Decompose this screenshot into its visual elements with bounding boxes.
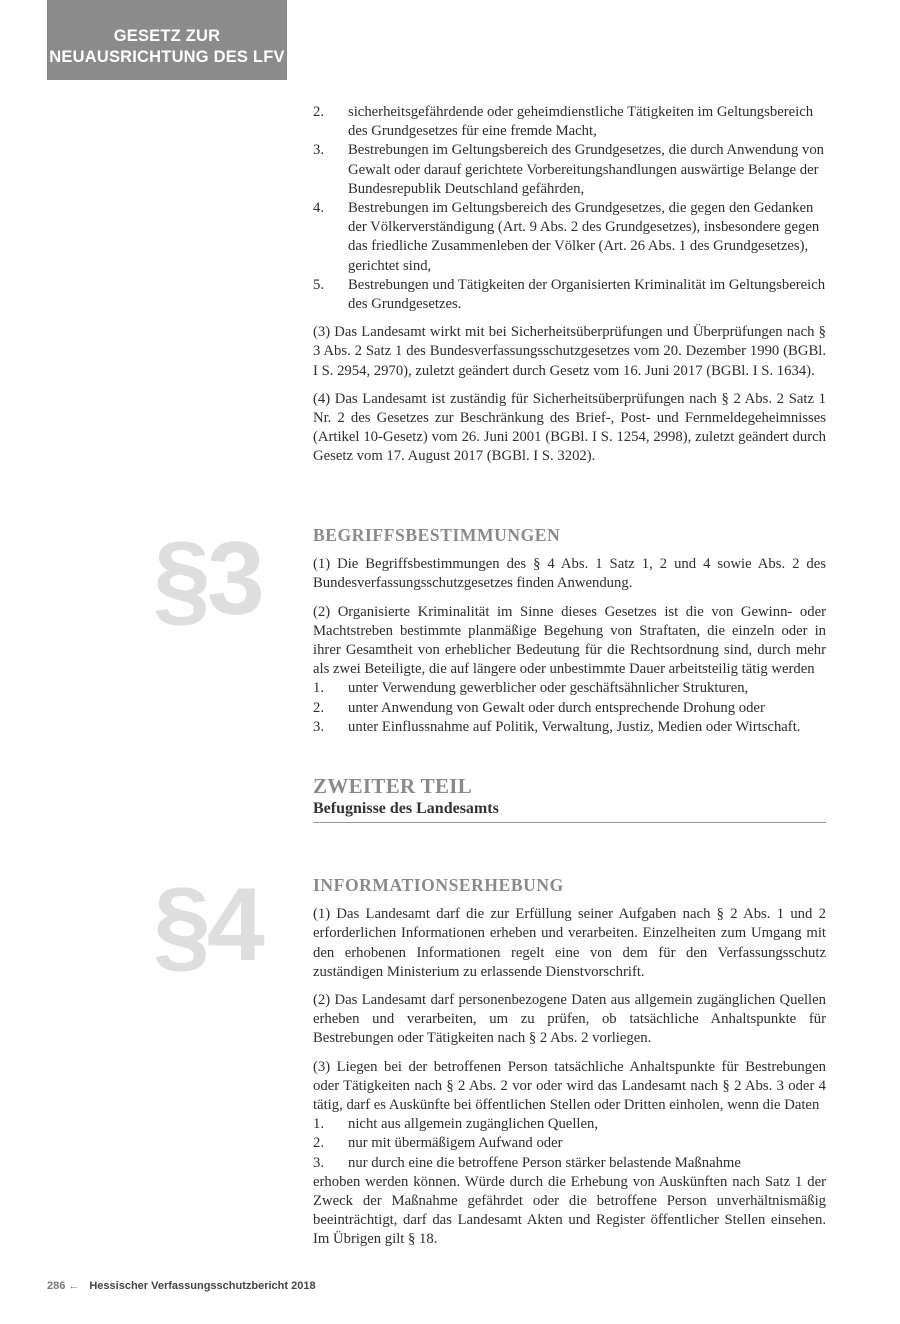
list-item bbox=[313, 103, 826, 141]
section-3 bbox=[313, 526, 826, 746]
list-item bbox=[313, 199, 826, 276]
section-4-list bbox=[313, 1115, 826, 1173]
section-4-mark: §4 bbox=[153, 867, 261, 983]
list-text: Bestrebungen im Geltungsbereich des Grundgesetzes, die gegen den Gedanken der Völkerverständigung (Art. 9 Abs. 2 des Grundgesetzes), insbesondere gegen das friedliche Zusammenleben der Völker (Art. 26 Abs. 1 des Grundgesetzes), gerichtet sind, bbox=[348, 200, 820, 274]
section-3-mark: §3 bbox=[153, 521, 261, 637]
list-text: nur mit übermäßigem Aufwand oder bbox=[348, 1135, 563, 1152]
list-item bbox=[313, 1115, 826, 1134]
section-4-heading: INFORMATIONSERHEBUNG bbox=[313, 875, 564, 895]
list-item bbox=[313, 699, 826, 718]
list-item bbox=[313, 679, 826, 698]
list-item bbox=[313, 1154, 826, 1173]
list-item bbox=[313, 718, 826, 737]
list-text: nicht aus allgemein zugänglichen Quellen, bbox=[348, 1116, 599, 1133]
list-number: 2. bbox=[313, 1135, 325, 1152]
list-number: 5. bbox=[313, 276, 325, 293]
section-4-paragraph-2: (2) Das Landesamt darf personenbezogene Daten aus allgemein zugänglichen Quellen erheben und verarbeiten, um zu prüfen, ob tatsächliche Anhaltspunkte für Bestrebungen oder Tätigkeiten nach § 2 Abs. 2 vorliegen. bbox=[313, 992, 826, 1047]
page-number: 286 bbox=[47, 1280, 66, 1292]
list-number: 2. bbox=[313, 104, 325, 120]
chapter-tab bbox=[47, 0, 287, 80]
list-number: 3. bbox=[313, 1154, 325, 1171]
page-footer bbox=[47, 1280, 316, 1292]
list-item bbox=[313, 276, 826, 314]
section-3-paragraph-2: (2) Organisierte Kriminalität im Sinne dieses Gesetzes ist die von Gewinn- oder Machtstreben bestimmte planmäßige Begehung von Straftaten, die einzeln oder in ihrer Gesamtheit von erheblicher Bedeutung für die Rechtsordnung sind, durch mehr als zwei Beteiligte, die auf längere oder unbestimmte Dauer arbeitsteilig tätig werden bbox=[313, 603, 826, 678]
list-number: 3. bbox=[313, 142, 325, 159]
list-text: nur durch eine die betroffene Person stärker belastende Maßnahme bbox=[348, 1154, 741, 1171]
list-number: 3. bbox=[313, 718, 325, 735]
section-3-heading: BEGRIFFSBESTIMMUNGEN bbox=[313, 525, 561, 545]
list-number: 1. bbox=[313, 680, 325, 697]
chapter-tab-line1: GESETZ ZUR bbox=[113, 27, 221, 45]
list-number: 1. bbox=[313, 1116, 325, 1133]
list-text: unter Einflussnahme auf Politik, Verwaltung, Justiz, Medien oder Wirtschaft. bbox=[348, 718, 801, 735]
section-4-paragraph-3: (3) Liegen bei der betroffenen Person tatsächliche Anhaltspunkte für Bestrebungen oder Tätigkeiten nach § 2 Abs. 2 vor oder wird das Landesamt nach § 2 Abs. 3 oder 4 tätig, darf es Auskünfte bei öffentlichen Stellen oder Dritten einholen, wenn die Daten bbox=[313, 1058, 826, 1114]
publication-title: Hessischer Verfassungsschutzbericht 2018 bbox=[89, 1280, 316, 1292]
part-2-header bbox=[313, 774, 826, 823]
list-number: 2. bbox=[313, 699, 325, 716]
list-text: sicherheitsgefährdende oder geheimdienstliche Tätigkeiten im Geltungsbereich des Grundgesetzes für eine fremde Macht, bbox=[348, 104, 814, 140]
task-list bbox=[313, 103, 826, 314]
section-3-paragraph-1: (1) Die Begriffsbestimmungen des § 4 Abs. 1 Satz 1, 2 und 4 sowie Abs. 2 des Bundesverfassungsschutzgesetzes finden Anwendung. bbox=[313, 556, 826, 592]
section-3-list bbox=[313, 679, 826, 737]
list-number: 4. bbox=[313, 200, 325, 217]
list-text: unter Anwendung von Gewalt oder durch entsprechende Drohung oder bbox=[348, 699, 765, 716]
section-4-paragraph-3-end: erhoben werden können. Würde durch die Erhebung von Auskünften nach Satz 1 der Zweck der Maßnahme gefährdet oder die betroffene Person unverhältnismäßig beeinträchtigt, darf das Landesamt Akten und Register öffentlicher Stellen einsehen. Im Übrigen gilt § 18. bbox=[313, 1173, 826, 1248]
section-4-paragraph-1: (1) Das Landesamt darf die zur Erfüllung seiner Aufgaben nach § 2 Abs. 1 und 2 erforderlichen Informationen erheben und verarbeiten. Einzelheiten zum Umgang mit den erhobenen Informationen regelt eine von dem für den Verfassungsschutz zuständigen Ministerium zu erlassende Dienstvorschrift. bbox=[313, 906, 826, 980]
part-2-subheading: Befugnisse des Landesamts bbox=[313, 799, 826, 823]
arrow-left-icon: ← bbox=[68, 1280, 80, 1292]
list-item bbox=[313, 141, 826, 199]
list-text: Bestrebungen im Geltungsbereich des Grundgesetzes, die durch Anwendung von Gewalt oder darauf gerichtete Vorbereitungshandlungen auswärtige Belange der Bundesrepublik Deutschland gefährden, bbox=[348, 142, 825, 197]
paragraph-4: (4) Das Landesamt ist zuständig für Sicherheitsüberprüfungen nach § 2 Abs. 2 Satz 1 Nr. 2 des Gesetzes zur Beschränkung des Brief-, Post- und Fernmeldegeheimnisses (Artikel 10-Gesetz) vom 26. Juni 2001 (BGBl. I S. 1254, 2998), zuletzt geändert durch Gesetz vom 17. August 2017 (BGBl. I S. 3202). bbox=[313, 390, 826, 465]
section-2-continuation bbox=[313, 103, 826, 476]
list-text: unter Verwendung gewerblicher oder geschäftsähnlicher Strukturen, bbox=[348, 680, 749, 697]
chapter-tab-line2: NEUAUSRICHTUNG DES LFV bbox=[49, 48, 285, 66]
list-item bbox=[313, 1134, 826, 1153]
part-2-heading: ZWEITER TEIL bbox=[313, 774, 473, 798]
paragraph-3: (3) Das Landesamt wirkt mit bei Sicherheitsüberprüfungen und Überprüfungen nach § 3 Abs. 2 Satz 1 des Bundesverfassungsschutzgesetzes vom 20. Dezember 1990 (BGBl. I S. 2954, 2970), zuletzt geändert durch Gesetz vom 16. Juni 2017 (BGBl. I S. 1634). bbox=[313, 324, 826, 379]
list-text: Bestrebungen und Tätigkeiten der Organisierten Kriminalität im Geltungsbereich des Grundgesetzes. bbox=[348, 276, 826, 313]
section-4 bbox=[313, 876, 826, 1259]
